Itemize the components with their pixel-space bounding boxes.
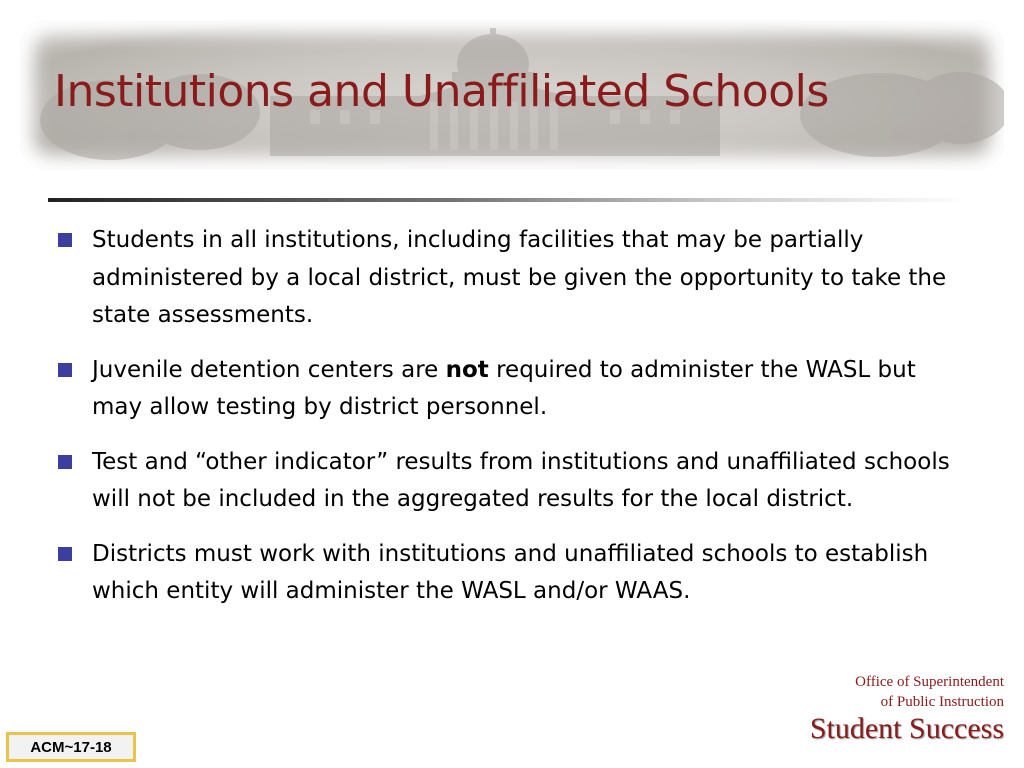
square-bullet-icon (58, 363, 72, 377)
bullet-list (56, 222, 956, 628)
bullet-item (56, 536, 956, 611)
slide-code-badge: ACM~17-18 (6, 732, 136, 762)
bullet-text: Test and “other indicator” results from institutions and unaffiliated schools will not be included in the aggregated results for the local district. (92, 448, 950, 512)
organization-name (855, 672, 1004, 712)
square-bullet-icon (58, 455, 72, 469)
bullet-text: Districts must work with institutions and unaffiliated schools to establish which entity will administer the WASL and/or WAAS. (92, 540, 929, 604)
organization-line-2: of Public Instruction (880, 694, 1004, 710)
bullet-item (56, 444, 956, 519)
organization-line-1: Office of Superintendent (855, 674, 1004, 690)
bullet-text: required to administer the WASL but may allow testing by district personnel. (92, 356, 916, 420)
bullet-item (56, 352, 956, 427)
bullet-text: Students in all institutions, including facilities that may be partially administered by a local district, must be given the opportunity to take the state assessments. (92, 227, 947, 328)
bullet-item (56, 222, 956, 335)
square-bullet-icon (58, 233, 72, 247)
title-divider (48, 198, 968, 202)
brand-tagline: Student Success (809, 712, 1004, 745)
square-bullet-icon (58, 547, 72, 561)
bullet-text: Juvenile detention centers are (92, 356, 446, 383)
page-title: Institutions and Unaffiliated Schools (54, 66, 829, 117)
bullet-emphasis: not (445, 356, 489, 383)
